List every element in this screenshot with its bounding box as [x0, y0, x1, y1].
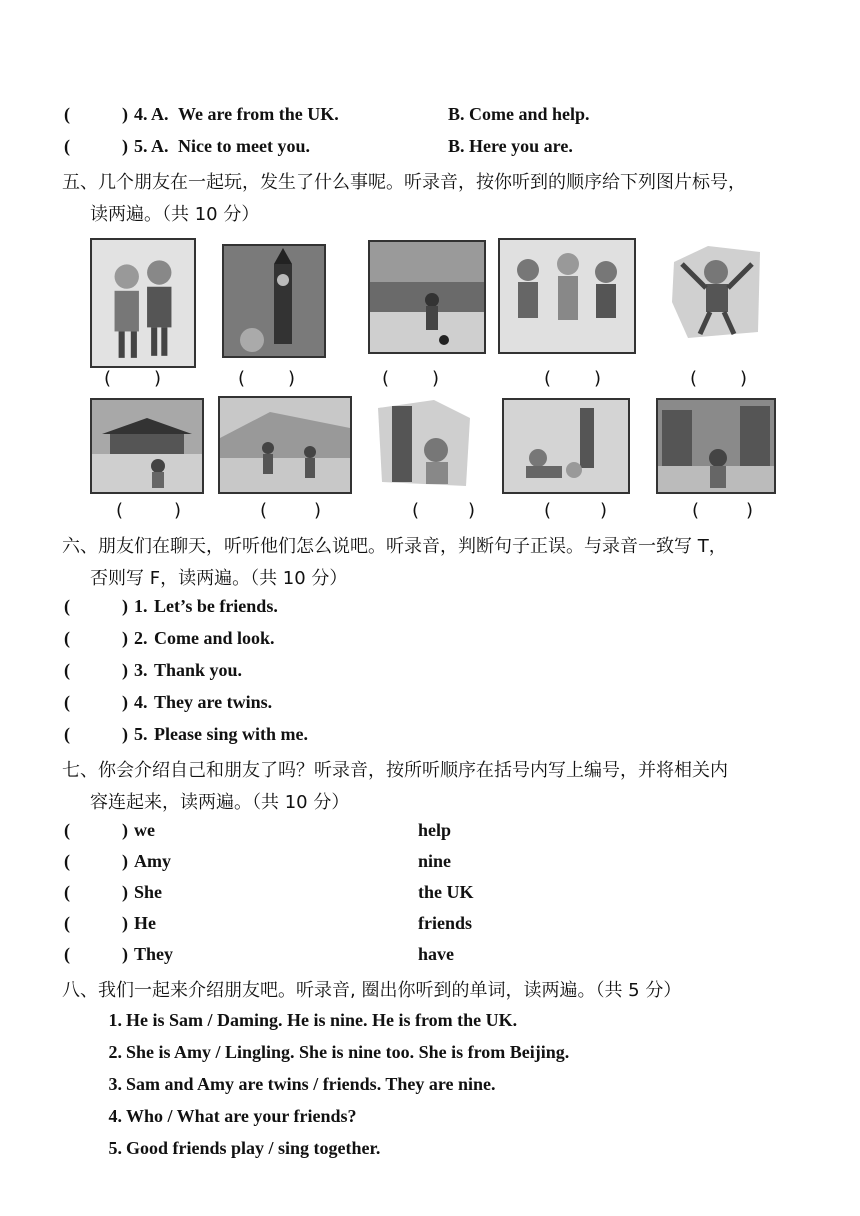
match-right-word: nine: [418, 851, 452, 871]
item-text: They are twins.: [154, 692, 273, 712]
answer-paren-close: ): [122, 596, 128, 616]
item-number: 4.: [134, 692, 148, 712]
item-text[interactable]: Sam and Amy are twins / friends. They are nine.: [126, 1074, 496, 1094]
answer-paren-close: ): [122, 104, 128, 124]
item-number: 5.: [108, 1138, 122, 1158]
picture-boy-football: [368, 240, 486, 354]
option-a: Nice to meet you.: [178, 136, 310, 156]
answer-paren-close: ): [122, 944, 128, 964]
picture-boy-waving: [668, 242, 766, 342]
answer-paren-close: ): [122, 882, 128, 902]
answer-paren-close: ): [174, 500, 182, 521]
answer-paren-close: ): [432, 368, 440, 389]
match-left-word: They: [134, 944, 174, 964]
answer-paren-close: ): [740, 368, 748, 389]
answer-paren-close: ): [314, 500, 322, 521]
answer-paren-close: ): [468, 500, 476, 521]
answer-paren-close: ): [122, 136, 128, 156]
option-number: 5. A.: [134, 136, 169, 156]
answer-paren-open: (: [64, 628, 70, 648]
answer-paren-open: (: [64, 660, 70, 680]
answer-paren-close: ): [122, 913, 128, 933]
answer-paren-open: (: [690, 368, 698, 389]
answer-paren-open: (: [412, 500, 420, 521]
answer-paren-open: (: [238, 368, 246, 389]
answer-paren-close: ): [594, 368, 602, 389]
match-right-word: friends: [418, 913, 472, 933]
match-left-word: we: [134, 820, 155, 840]
picture-girl-boy: [90, 238, 196, 368]
picture-three-friends: [498, 238, 636, 354]
match-right-word: help: [418, 820, 452, 840]
answer-paren-open: (: [544, 500, 552, 521]
answer-paren-close: ): [154, 368, 162, 389]
option-number: 4. A.: [134, 104, 169, 124]
picture-big-ben: [222, 244, 326, 358]
option-b: B. Here you are.: [448, 136, 573, 156]
picture-friends-running: [218, 396, 352, 494]
item-number: 3.: [134, 660, 148, 680]
item-number: 1.: [108, 1010, 122, 1030]
match-left-word: He: [134, 913, 156, 933]
answer-paren-open: (: [64, 104, 70, 124]
picture-street-boy: [656, 398, 776, 494]
answer-paren-close: ): [122, 628, 128, 648]
item-text: Come and look.: [154, 628, 275, 648]
answer-paren-open: (: [64, 820, 70, 840]
item-number: 3.: [108, 1074, 122, 1094]
match-left-word: Amy: [134, 851, 171, 871]
item-number: 4.: [108, 1106, 122, 1126]
option-b: B. Come and help.: [448, 104, 590, 124]
item-number: 2.: [134, 628, 148, 648]
picture-boy-tree: [374, 398, 472, 490]
section7-title-line2: 容连起来，读两遍。（共 10 分）: [90, 792, 350, 813]
match-right-word: the UK: [418, 882, 474, 902]
answer-paren-close: ): [122, 820, 128, 840]
answer-paren-close: ): [122, 692, 128, 712]
item-number: 5.: [134, 724, 148, 744]
item-text[interactable]: Good friends play / sing together.: [126, 1138, 381, 1158]
match-left-word: She: [134, 882, 163, 902]
answer-paren-open: (: [64, 596, 70, 616]
section6-title-line2: 否则写 F，读两遍。（共 10 分）: [90, 568, 348, 589]
answer-paren-close: ): [600, 500, 608, 521]
item-text[interactable]: Who / What are your friends?: [126, 1106, 357, 1126]
item-text: Let’s be friends.: [154, 596, 278, 616]
section6-title-line1: 六、朋友们在聊天，听听他们怎么说吧。听录音，判断句子正误。与录音一致写 T，: [62, 536, 727, 557]
answer-paren-open: (: [116, 500, 124, 521]
section8-title: 八、我们一起来介绍朋友吧。听录音, 圈出你听到的单词，读两遍。（共 5 分）: [62, 980, 682, 1001]
answer-paren-close: ): [122, 724, 128, 744]
item-number: 1.: [134, 596, 148, 616]
answer-paren-open: (: [64, 882, 70, 902]
answer-paren-close: ): [122, 660, 128, 680]
answer-paren-open: (: [64, 851, 70, 871]
match-right-word: have: [418, 944, 454, 964]
answer-paren-open: (: [64, 724, 70, 744]
answer-paren-open: (: [692, 500, 700, 521]
item-text[interactable]: He is Sam / Daming. He is nine. He is from the UK.: [126, 1010, 518, 1030]
option-a: We are from the UK.: [178, 104, 339, 124]
item-number: 2.: [108, 1042, 122, 1062]
answer-paren-open: (: [260, 500, 268, 521]
answer-paren-open: (: [64, 944, 70, 964]
picture-boy-fallen: [502, 398, 630, 494]
answer-paren-open: (: [104, 368, 112, 389]
answer-paren-open: (: [64, 136, 70, 156]
section7-title-line1: 七、你会介绍自己和朋友了吗？听录音，按所听顺序在括号内写上编号，并将相关内: [62, 760, 728, 781]
answer-paren-open: (: [544, 368, 552, 389]
item-text: Thank you.: [154, 660, 243, 680]
answer-paren-close: ): [746, 500, 754, 521]
answer-paren-open: (: [382, 368, 390, 389]
item-text: Please sing with me.: [154, 724, 308, 744]
item-text[interactable]: She is Amy / Lingling. She is nine too. She is from Beijing.: [126, 1042, 570, 1062]
section5-title-line2: 读两遍。（共 10 分）: [90, 204, 260, 225]
answer-paren-open: (: [64, 913, 70, 933]
picture-forbidden-city: [90, 398, 204, 494]
answer-paren-close: ): [122, 851, 128, 871]
answer-paren-close: ): [288, 368, 296, 389]
section5-title-line1: 五、几个朋友在一起玩，发生了什么事呢。听录音，按你听到的顺序给下列图片标号，: [62, 172, 746, 193]
answer-paren-open: (: [64, 692, 70, 712]
